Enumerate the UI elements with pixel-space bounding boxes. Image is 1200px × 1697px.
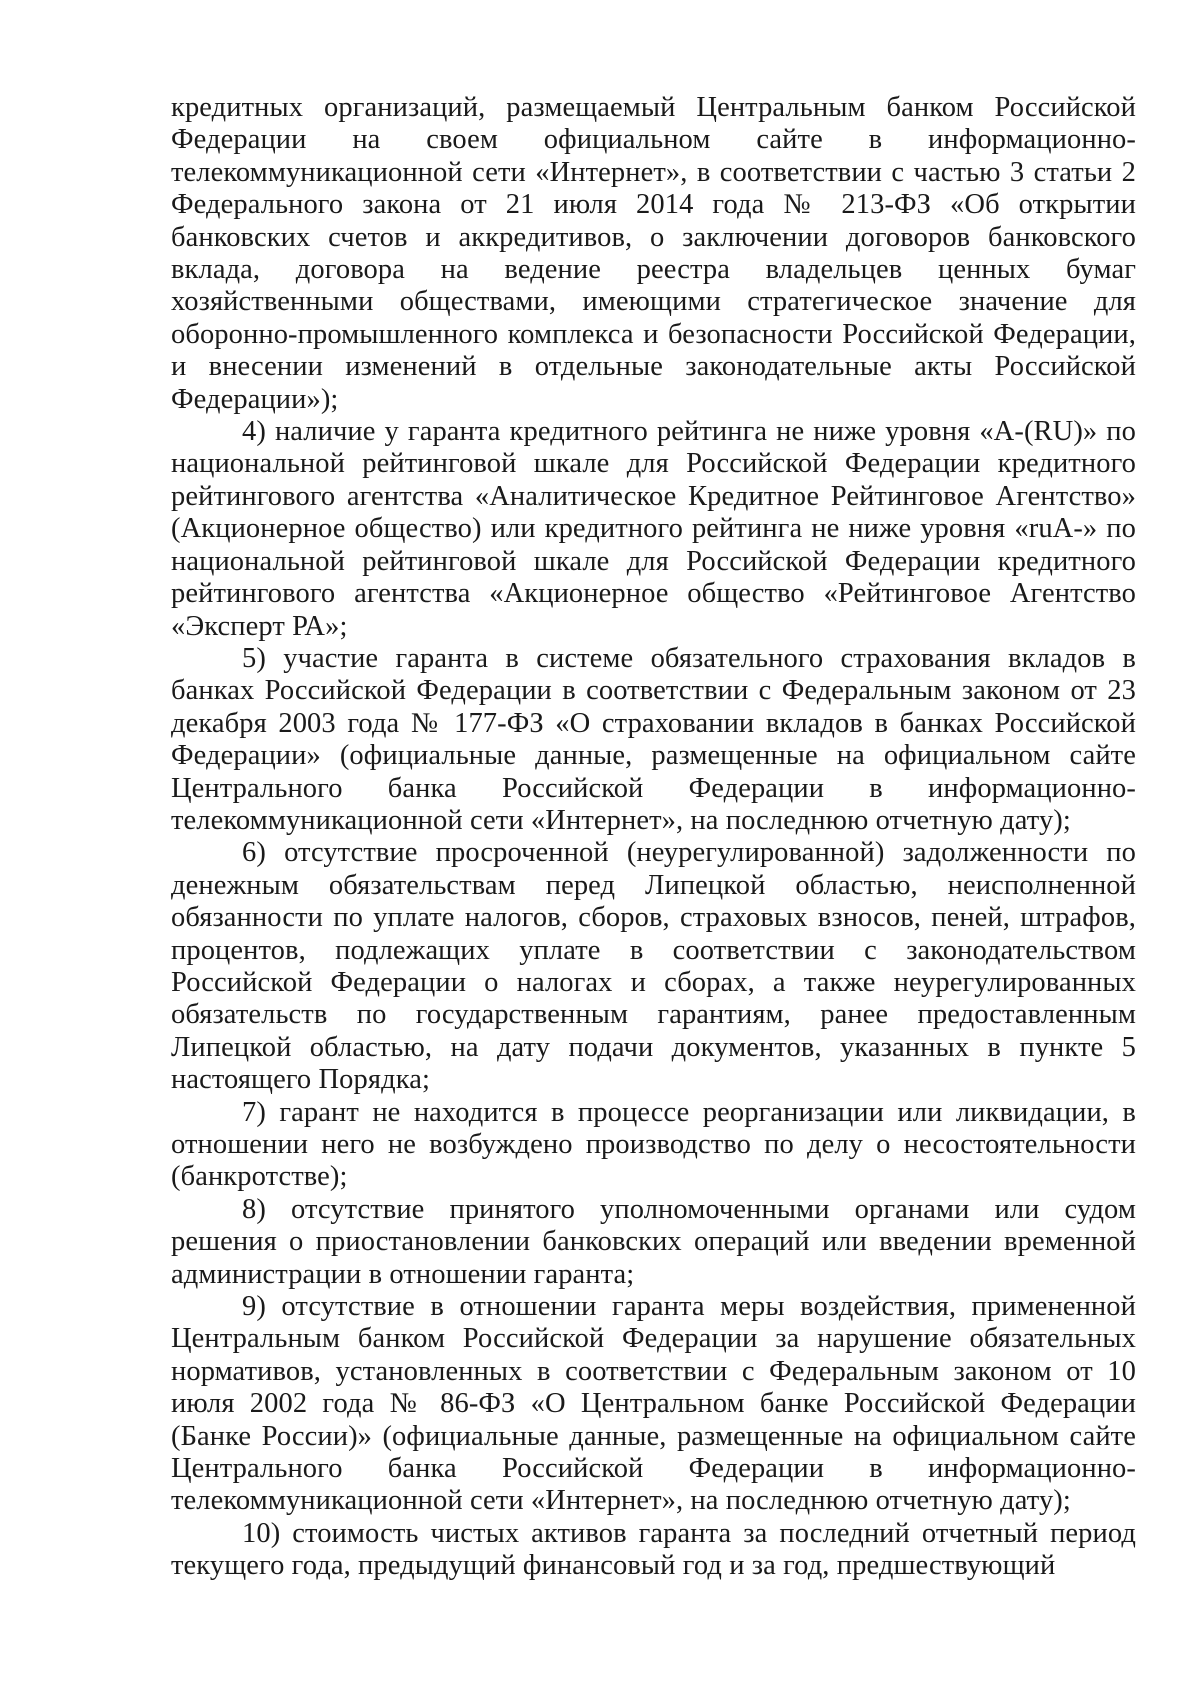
paragraph-item-8: 8) отсутствие принятого уполномоченными органами или судом решения о приостановлении банковских операций или введении временной администрации в отношении гаранта; <box>171 1193 1136 1290</box>
paragraph-item-5: 5) участие гаранта в системе обязательного страхования вкладов в банках Российской Федерации в соответствии с Федеральным законом от 23 декабря 2003 года № 177-ФЗ «О страховании вкладов в банках Российской Федерации» (официальные данные, размещенные на официальном сайте Центрального банка Российской Федерации в информационно-телекоммуникационной сети «Интернет», на последнюю отчетную дату); <box>171 642 1136 836</box>
paragraph-item-10: 10) стоимость чистых активов гаранта за последний отчетный период текущего года, предыдущий финансовый год и за год, предшествующий <box>171 1517 1136 1582</box>
paragraph-item-6: 6) отсутствие просроченной (неурегулированной) задолженности по денежным обязательствам перед Липецкой областью, неисполненной обязанности по уплате налогов, сборов, страховых взносов, пеней, штрафов, процентов, подлежащих уплате в соответствии с законодательством Российской Федерации о налогах и сборах, а также неурегулированных обязательств по государственным гарантиям, ранее предоставленным Липецкой областью, на дату подачи документов, указанных в пункте 5 настоящего Порядка; <box>171 837 1136 1096</box>
document-page <box>171 92 1136 1583</box>
paragraph-item-4: 4) наличие у гаранта кредитного рейтинга не ниже уровня «A-(RU)» по национальной рейтинговой шкале для Российской Федерации кредитного рейтингового агентства «Аналитическое Кредитное Рейтинговое Агентство» (Акционерное общество) или кредитного рейтинга не ниже уровня «ruA-» по национальной рейтинговой шкале для Российской Федерации кредитного рейтингового агентства «Акционерное общество «Рейтинговое Агентство «Эксперт РА»; <box>171 416 1136 642</box>
paragraph-item-9: 9) отсутствие в отношении гаранта меры воздействия, примененной Центральным банком Российской Федерации за нарушение обязательных нормативов, установленных в соответствии с Федеральным законом от 10 июля 2002 года № 86-ФЗ «О Центральном банке Российской Федерации (Банке России)» (официальные данные, размещенные на официальном сайте Центрального банка Российской Федерации в информационно-телекоммуникационной сети «Интернет», на последнюю отчетную дату); <box>171 1291 1136 1517</box>
paragraph-item-7: 7) гарант не находится в процессе реорганизации или ликвидации, в отношении него не возбуждено производство по делу о несостоятельности (банкротстве); <box>171 1096 1136 1193</box>
paragraph-continuation: кредитных организаций, размещаемый Центральным банком Российской Федерации на своем официальном сайте в информационно-телекоммуникационной сети «Интернет», в соответствии с частью 3 статьи 2 Федерального закона от 21 июля 2014 года № 213-ФЗ «Об открытии банковских счетов и аккредитивов, о заключении договоров банковского вклада, договора на ведение реестра владельцев ценных бумаг хозяйственными обществами, имеющими стратегическое значение для оборонно-промышленного комплекса и безопасности Российской Федерации, и внесении изменений в отдельные законодательные акты Российской Федерации»); <box>171 92 1136 415</box>
